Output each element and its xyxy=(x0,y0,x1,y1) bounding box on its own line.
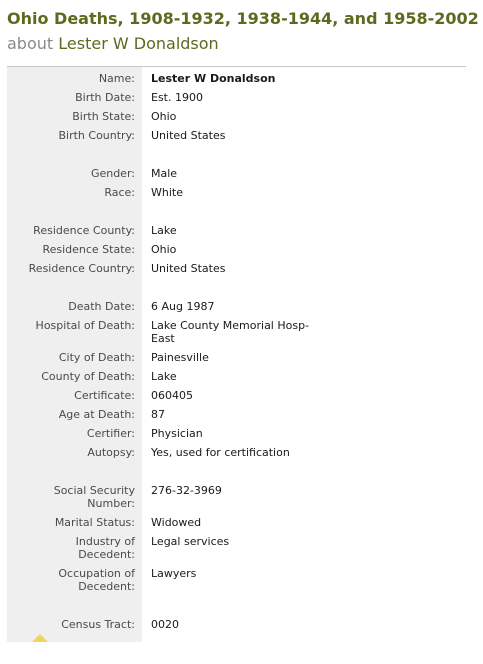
value-autopsy: Yes, used for certification xyxy=(151,446,290,459)
row-county-of-death xyxy=(7,367,466,386)
label-industry-line2: Decedent: xyxy=(78,548,135,561)
label-race: Race: xyxy=(104,186,135,199)
label-residence-country: Residence Country: xyxy=(28,262,135,275)
row-name xyxy=(7,69,466,88)
label-birth-state: Birth State: xyxy=(72,110,135,123)
label-industry xyxy=(7,535,135,561)
label-county-of-death: County of Death: xyxy=(41,370,135,383)
value-race: White xyxy=(151,186,183,199)
row-ssn xyxy=(7,481,466,513)
row-industry xyxy=(7,532,466,564)
label-occupation xyxy=(7,567,135,593)
row-birth-state xyxy=(7,107,466,126)
value-age-at-death: 87 xyxy=(151,408,165,421)
record-details xyxy=(7,69,466,634)
label-birth-date: Birth Date: xyxy=(75,91,135,104)
row-birth-date xyxy=(7,88,466,107)
triangle-marker-icon xyxy=(32,634,48,642)
value-industry: Legal services xyxy=(151,535,230,548)
value-death-date: 6 Aug 1987 xyxy=(151,300,215,313)
label-certifier: Certifier: xyxy=(86,427,135,440)
row-age-at-death xyxy=(7,405,466,424)
row-city-of-death xyxy=(7,348,466,367)
row-occupation xyxy=(7,564,466,596)
row-birth-country xyxy=(7,126,466,145)
row-marital-status xyxy=(7,513,466,532)
value-ssn: 276-32-3969 xyxy=(151,484,222,497)
label-industry-line1: Industry of xyxy=(75,535,135,548)
label-residence-county: Residence County: xyxy=(33,224,135,237)
value-birth-state: Ohio xyxy=(151,110,177,123)
value-county-of-death: Lake xyxy=(151,370,177,383)
value-name: Lester W Donaldson xyxy=(151,72,276,85)
row-gender xyxy=(7,164,466,183)
row-census-tract xyxy=(7,615,466,634)
value-certifier: Physician xyxy=(151,427,203,440)
value-residence-state: Ohio xyxy=(151,243,177,256)
value-birth-country: United States xyxy=(151,129,226,142)
label-ssn-line1: Social Security xyxy=(53,484,135,497)
value-residence-country: United States xyxy=(151,262,226,275)
value-occupation: Lawyers xyxy=(151,567,197,580)
value-birth-date: Est. 1900 xyxy=(151,91,203,104)
row-certificate xyxy=(7,386,466,405)
label-residence-state: Residence State: xyxy=(42,243,135,256)
record-title: Ohio Deaths, 1908-1932, 1938-1944, and 1958-2002 xyxy=(7,9,479,28)
row-residence-state xyxy=(7,240,466,259)
row-certifier xyxy=(7,424,466,443)
spacer xyxy=(7,596,466,615)
value-marital-status: Widowed xyxy=(151,516,202,529)
label-certificate: Certificate: xyxy=(74,389,135,402)
label-name: Name: xyxy=(98,72,135,85)
label-age-at-death: Age at Death: xyxy=(58,408,135,421)
label-hospital-of-death: Hospital of Death: xyxy=(35,319,135,332)
label-autopsy: Autopsy: xyxy=(87,446,135,459)
label-death-date: Death Date: xyxy=(68,300,135,313)
spacer xyxy=(7,278,466,297)
person-name-heading: Lester W Donaldson xyxy=(58,34,219,53)
value-hospital-line2: East xyxy=(151,332,175,345)
spacer xyxy=(7,202,466,221)
label-birth-country: Birth Country: xyxy=(58,129,135,142)
value-residence-county: Lake xyxy=(151,224,177,237)
value-hospital-line1: Lake County Memorial Hosp- xyxy=(151,319,310,332)
value-hospital-of-death xyxy=(151,319,331,345)
label-ssn xyxy=(7,484,135,510)
label-gender: Gender: xyxy=(90,167,135,180)
row-hospital-of-death xyxy=(7,316,466,348)
label-ssn-line2: Number: xyxy=(87,497,135,510)
label-occupation-line2: Decedent: xyxy=(78,580,135,593)
record-subtitle xyxy=(7,34,219,53)
value-certificate: 060405 xyxy=(151,389,193,402)
row-residence-county xyxy=(7,221,466,240)
row-death-date xyxy=(7,297,466,316)
about-prefix: about xyxy=(7,34,54,53)
value-census-tract: 0020 xyxy=(151,618,179,631)
label-city-of-death: City of Death: xyxy=(58,351,135,364)
spacer xyxy=(7,462,466,481)
row-autopsy xyxy=(7,443,466,462)
label-marital-status: Marital Status: xyxy=(54,516,135,529)
label-census-tract: Census Tract: xyxy=(61,618,135,631)
value-city-of-death: Painesville xyxy=(151,351,209,364)
label-occupation-line1: Occupation of xyxy=(58,567,135,580)
spacer xyxy=(7,145,466,164)
row-residence-country xyxy=(7,259,466,278)
row-race xyxy=(7,183,466,202)
value-gender: Male xyxy=(151,167,178,180)
